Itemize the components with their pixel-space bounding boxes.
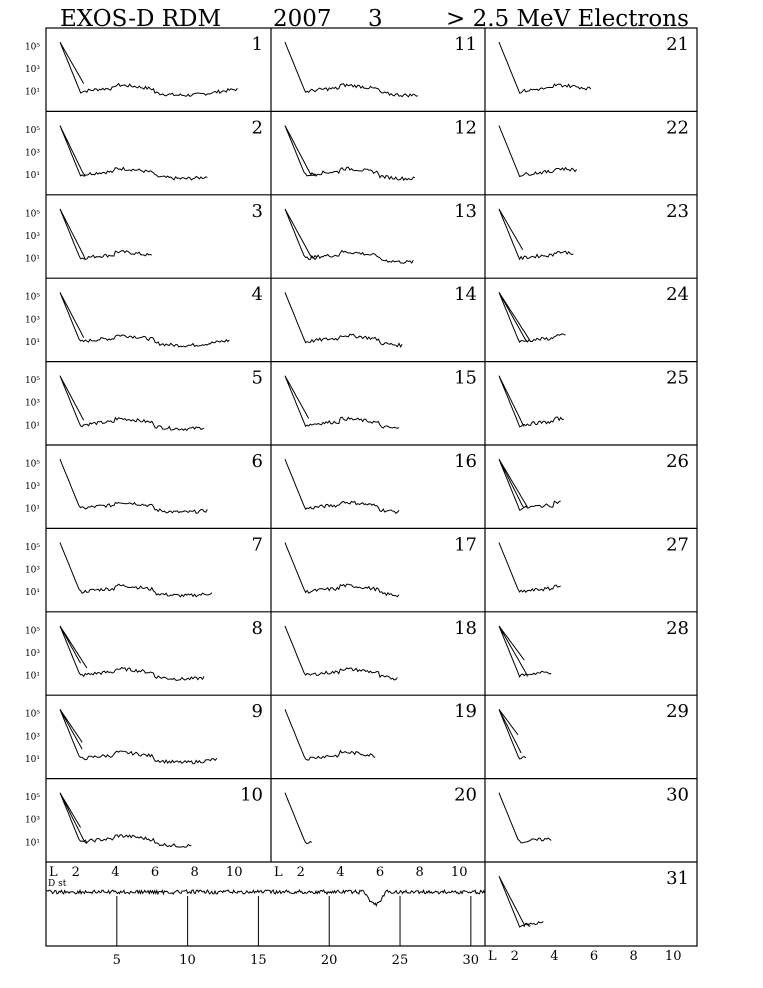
species-label: > 2.5 MeV Electrons bbox=[446, 6, 689, 30]
panel-label: 23 bbox=[666, 200, 689, 222]
y-tick-label: 10⁵ bbox=[24, 542, 40, 553]
flux-series bbox=[60, 543, 212, 597]
panel-label: 25 bbox=[666, 367, 689, 389]
y-tick-label: 10³ bbox=[24, 315, 40, 326]
y-tick-label: 10¹ bbox=[24, 254, 40, 265]
flux-series bbox=[60, 42, 237, 96]
y-tick-label: 10⁵ bbox=[24, 376, 40, 387]
panel-label: 18 bbox=[454, 617, 477, 639]
x-tick-label: 10 bbox=[225, 865, 243, 880]
flux-series bbox=[285, 42, 418, 97]
panel-label: 29 bbox=[666, 701, 689, 723]
flux-series bbox=[499, 126, 577, 177]
y-tick-label: 10³ bbox=[24, 148, 40, 159]
flux-series bbox=[60, 709, 217, 763]
flux-series bbox=[499, 626, 551, 677]
flux-series bbox=[285, 376, 399, 429]
y-tick-label: 10⁵ bbox=[24, 626, 40, 637]
panel-label: 5 bbox=[251, 367, 263, 389]
x-axis-label: L bbox=[488, 949, 497, 964]
y-tick-label: 10³ bbox=[24, 398, 40, 409]
flux-series bbox=[499, 459, 561, 510]
day-tick-label: 30 bbox=[462, 953, 480, 968]
day-tick-label: 10 bbox=[179, 953, 196, 968]
panel-label: 28 bbox=[666, 617, 689, 639]
flux-series bbox=[285, 126, 415, 181]
x-tick-label: 4 bbox=[111, 865, 120, 880]
flux-series bbox=[285, 793, 312, 844]
flux-series bbox=[60, 459, 207, 513]
panel-label: 17 bbox=[454, 534, 477, 556]
flux-series bbox=[60, 376, 204, 431]
flux-series bbox=[60, 209, 152, 260]
panel-label: 26 bbox=[666, 451, 689, 472]
y-tick-label: 10³ bbox=[24, 565, 40, 576]
x-tick-label: 10 bbox=[664, 949, 682, 964]
flux-series bbox=[285, 543, 399, 597]
panel-label: 22 bbox=[666, 117, 689, 139]
panel-label: 12 bbox=[454, 117, 477, 139]
panel-label: 7 bbox=[251, 534, 263, 556]
dst-series bbox=[46, 890, 485, 906]
panel-label: 21 bbox=[666, 34, 689, 55]
flux-series bbox=[499, 876, 543, 927]
flux-series bbox=[499, 42, 591, 93]
y-tick-label: 10¹ bbox=[24, 171, 40, 182]
y-tick-label: 10⁵ bbox=[24, 459, 40, 470]
flux-series bbox=[60, 626, 204, 681]
x-tick-label: 2 bbox=[510, 949, 519, 964]
flux-series bbox=[60, 126, 207, 180]
flux-series bbox=[499, 543, 561, 593]
y-tick-label: 10⁵ bbox=[24, 709, 40, 720]
x-tick-label: 4 bbox=[336, 865, 345, 880]
panel-label: 3 bbox=[251, 200, 263, 222]
y-tick-label: 10³ bbox=[24, 482, 40, 493]
panel-label: 2 bbox=[251, 117, 263, 139]
panel-label: 13 bbox=[454, 200, 477, 222]
x-tick-label: 10 bbox=[450, 865, 468, 880]
flux-series bbox=[285, 709, 375, 760]
y-tick-label: 10¹ bbox=[24, 754, 40, 765]
panel-label: 27 bbox=[666, 534, 689, 556]
flux-series bbox=[499, 209, 573, 259]
dst-label: D st bbox=[48, 879, 67, 889]
flux-series bbox=[60, 292, 229, 347]
x-tick-label: 8 bbox=[629, 949, 638, 964]
x-tick-label: 8 bbox=[190, 865, 199, 880]
x-tick-label: 2 bbox=[296, 865, 305, 880]
y-tick-label: 10¹ bbox=[24, 588, 40, 599]
panel-label: 31 bbox=[666, 868, 689, 889]
panel-label: 16 bbox=[454, 451, 477, 472]
month-label: 3 bbox=[368, 6, 383, 30]
flux-series bbox=[285, 209, 413, 263]
y-tick-label: 10⁵ bbox=[24, 125, 40, 136]
flux-series bbox=[285, 459, 399, 513]
y-tick-label: 10³ bbox=[24, 231, 40, 242]
panel-label: 10 bbox=[240, 784, 263, 806]
y-tick-label: 10⁵ bbox=[24, 793, 40, 804]
flux-series bbox=[499, 292, 566, 342]
day-tick-label: 5 bbox=[112, 953, 121, 968]
flux-series bbox=[499, 793, 551, 843]
y-tick-label: 10³ bbox=[24, 648, 40, 659]
y-tick-label: 10³ bbox=[24, 732, 40, 743]
y-tick-label: 10³ bbox=[24, 815, 40, 826]
panel-label: 30 bbox=[666, 784, 689, 806]
x-tick-label: 6 bbox=[150, 865, 160, 880]
outer-frame bbox=[46, 28, 697, 946]
flux-series bbox=[285, 626, 397, 680]
panel-label: 19 bbox=[454, 701, 477, 723]
day-tick-label: 15 bbox=[250, 953, 267, 968]
x-tick-label: 4 bbox=[550, 949, 559, 964]
panel-label: 4 bbox=[251, 284, 263, 306]
flux-series bbox=[285, 292, 402, 347]
flux-series bbox=[499, 709, 526, 759]
y-tick-label: 10³ bbox=[24, 65, 40, 76]
panel-label: 9 bbox=[251, 701, 263, 723]
y-tick-label: 10¹ bbox=[24, 838, 40, 849]
x-tick-label: 6 bbox=[375, 865, 385, 880]
panel-label: 6 bbox=[251, 451, 263, 472]
x-tick-label: 6 bbox=[589, 949, 599, 964]
panel-label: 14 bbox=[454, 284, 477, 306]
panel-label: 20 bbox=[454, 784, 477, 806]
flux-series bbox=[60, 793, 191, 848]
panel-label: 11 bbox=[454, 34, 477, 55]
panel-label: 15 bbox=[454, 367, 477, 389]
x-axis-label: L bbox=[49, 865, 58, 880]
x-tick-label: 8 bbox=[415, 865, 424, 880]
y-tick-label: 10¹ bbox=[24, 87, 40, 98]
panel-label: 24 bbox=[666, 284, 689, 306]
panel-label: 8 bbox=[251, 617, 263, 639]
flux-series bbox=[499, 376, 564, 427]
x-tick-label: 2 bbox=[71, 865, 80, 880]
day-tick-label: 25 bbox=[391, 953, 409, 968]
y-tick-label: 10¹ bbox=[24, 337, 40, 348]
x-axis-label: L bbox=[274, 865, 283, 880]
y-tick-label: 10¹ bbox=[24, 504, 40, 515]
day-tick-label: 20 bbox=[320, 953, 338, 968]
y-tick-label: 10¹ bbox=[24, 671, 40, 682]
year-label: 2007 bbox=[273, 6, 332, 30]
y-tick-label: 10⁵ bbox=[24, 42, 40, 53]
y-tick-label: 10⁵ bbox=[24, 209, 40, 220]
instrument-title: EXOS-D RDM bbox=[60, 6, 222, 30]
panel-label: 1 bbox=[251, 34, 263, 55]
y-tick-label: 10⁵ bbox=[24, 292, 40, 303]
y-tick-label: 10¹ bbox=[24, 421, 40, 432]
